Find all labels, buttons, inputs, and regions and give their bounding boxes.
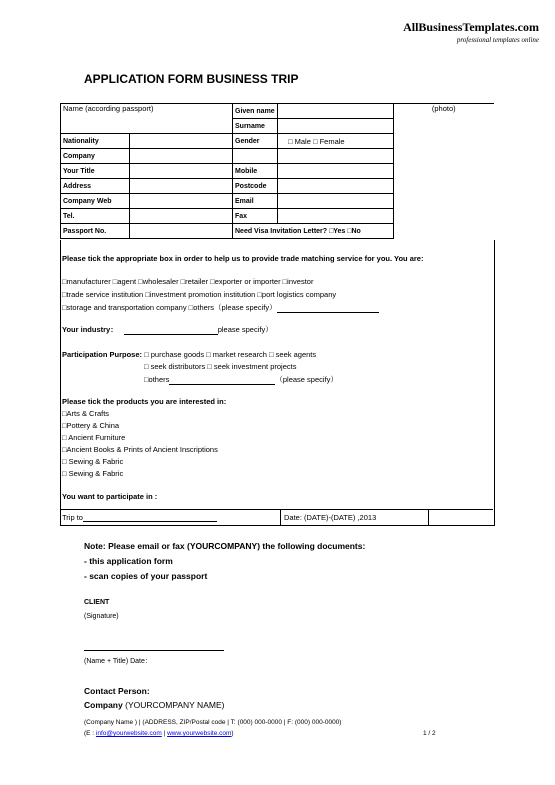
industry-label: Your industry： <box>62 325 118 334</box>
fax-label: Fax <box>233 209 278 224</box>
company-field[interactable] <box>130 149 233 164</box>
mobile-label: Mobile <box>233 164 278 179</box>
industry-row <box>62 324 273 335</box>
visa-question[interactable]: Need Visa Invitation Letter? □Yes □No <box>233 224 394 239</box>
surname-label: Surname <box>233 119 278 134</box>
company-web-field[interactable] <box>130 194 233 209</box>
purpose-label: Participation Purpose: <box>62 350 143 359</box>
purpose-row-3 <box>144 374 338 385</box>
role-options-1[interactable]: □manufacturer □agent □wholesaler □retailer □exporter or importer □investor <box>62 277 314 286</box>
footer-line-1 <box>84 719 341 726</box>
tel-label: Tel. <box>61 209 130 224</box>
company-label-bold: Company <box>84 700 123 710</box>
company-value: (YOURCOMPANY NAME) <box>125 700 225 710</box>
email-link[interactable]: info@yourwebsite.com <box>95 730 162 737</box>
purpose-options-2[interactable]: □ seek distributors □ seek investment projects <box>144 362 297 371</box>
trip-to-field[interactable] <box>62 513 217 522</box>
client-label: CLIENT <box>84 599 110 606</box>
passport-field[interactable] <box>130 224 233 239</box>
address-label: Address <box>61 179 130 194</box>
product-option[interactable]: □Arts & Crafts <box>62 409 110 418</box>
fax-field[interactable] <box>278 209 394 224</box>
footer-address: (Company Name ) | (ADDRESS, ZIP/Postal code | T: (000) 000-0000 | F: (000) 000-0000) <box>84 719 342 726</box>
postcode-label: Postcode <box>233 179 278 194</box>
brand-tagline: professional templates online <box>456 36 539 44</box>
product-option[interactable]: □ Ancient Furniture <box>62 433 126 442</box>
signature-label: (Signature) <box>84 613 119 620</box>
product-option[interactable]: □Pottery & China <box>62 421 120 430</box>
company-web-label: Company Web <box>61 194 130 209</box>
brand-name: AllBusinessTemplates.com <box>403 20 539 34</box>
product-option[interactable]: □Ancient Books & Prints of Ancient Inscriptions <box>62 445 218 454</box>
tel-field[interactable] <box>130 209 233 224</box>
role-options-3[interactable] <box>62 302 379 313</box>
nationality-field[interactable] <box>130 134 233 149</box>
trip-row <box>60 509 493 525</box>
purpose-specify: （please specify） <box>275 375 338 384</box>
gender-label: Gender <box>233 134 278 149</box>
matching-heading: Please tick the appropriate box in order to help us to provide trade matching service for you. You are: <box>62 254 424 263</box>
brand-block <box>403 20 539 44</box>
industry-field[interactable] <box>124 326 218 335</box>
company-label: Company <box>61 149 130 164</box>
name-label: Name (according passport) <box>61 104 233 134</box>
your-title-field[interactable] <box>130 164 233 179</box>
trip-date: Date: (DATE)-(DATE) ,2013 <box>284 513 377 522</box>
address-field[interactable] <box>130 179 233 194</box>
note-line-3: - scan copies of your passport <box>84 571 208 581</box>
name-date-label: (Name + Title) Date： <box>84 658 152 665</box>
email-field[interactable] <box>278 194 394 209</box>
passport-label: Passport No. <box>61 224 130 239</box>
purpose-row-1 <box>62 350 316 359</box>
contact-label: Contact Person: <box>84 686 150 696</box>
role-options-2[interactable]: □trade service institution □investment promotion institution □port logistics company <box>62 290 337 299</box>
others-specify-line[interactable] <box>277 304 379 313</box>
given-name-label: Given name <box>233 104 278 119</box>
footer-line-2: (E : info@yourwebsite.com | www.yourwebsite.com) <box>84 730 234 737</box>
note-line-1: Note: Please email or fax (YOURCOMPANY) the following documents: <box>84 541 366 551</box>
postcode-field[interactable] <box>278 179 394 194</box>
mobile-field[interactable] <box>278 164 394 179</box>
note-line-2: - this application form <box>84 556 173 566</box>
products-heading: Please tick the products you are interested in: <box>62 397 227 406</box>
product-option[interactable]: □ Sewing & Fabric <box>62 457 124 466</box>
participate-label: You want to participate in : <box>62 492 158 501</box>
industry-specify: please specify） <box>217 325 273 334</box>
given-name-field[interactable] <box>278 104 394 119</box>
photo-box <box>394 104 494 164</box>
website-link[interactable]: www.yourwebsite.com <box>167 730 232 737</box>
trip-to-label: Trip to <box>62 513 83 522</box>
purpose-others-line[interactable] <box>169 376 275 385</box>
surname-field[interactable] <box>278 119 394 134</box>
nationality-label: Nationality <box>61 134 130 149</box>
photo-label: (photo) <box>431 104 456 113</box>
contact-company <box>84 700 224 710</box>
page-title: APPLICATION FORM BUSINESS TRIP <box>84 72 299 86</box>
your-title-label: Your Title <box>61 164 130 179</box>
purpose-options-3[interactable]: □others <box>144 375 170 384</box>
product-option[interactable]: □ Sewing & Fabric <box>62 469 124 478</box>
signature-line[interactable] <box>84 650 224 651</box>
email-label: Email <box>233 194 278 209</box>
purpose-options-1[interactable]: □ purchase goods □ market research □ seek agents <box>144 350 317 359</box>
role-options-3-text: □storage and transportation company □others（please specify） <box>62 303 277 312</box>
gender-options[interactable]: □ Male □ Female <box>278 134 394 149</box>
page-number: 1 / 2 <box>423 730 436 737</box>
applicant-table <box>60 103 494 239</box>
